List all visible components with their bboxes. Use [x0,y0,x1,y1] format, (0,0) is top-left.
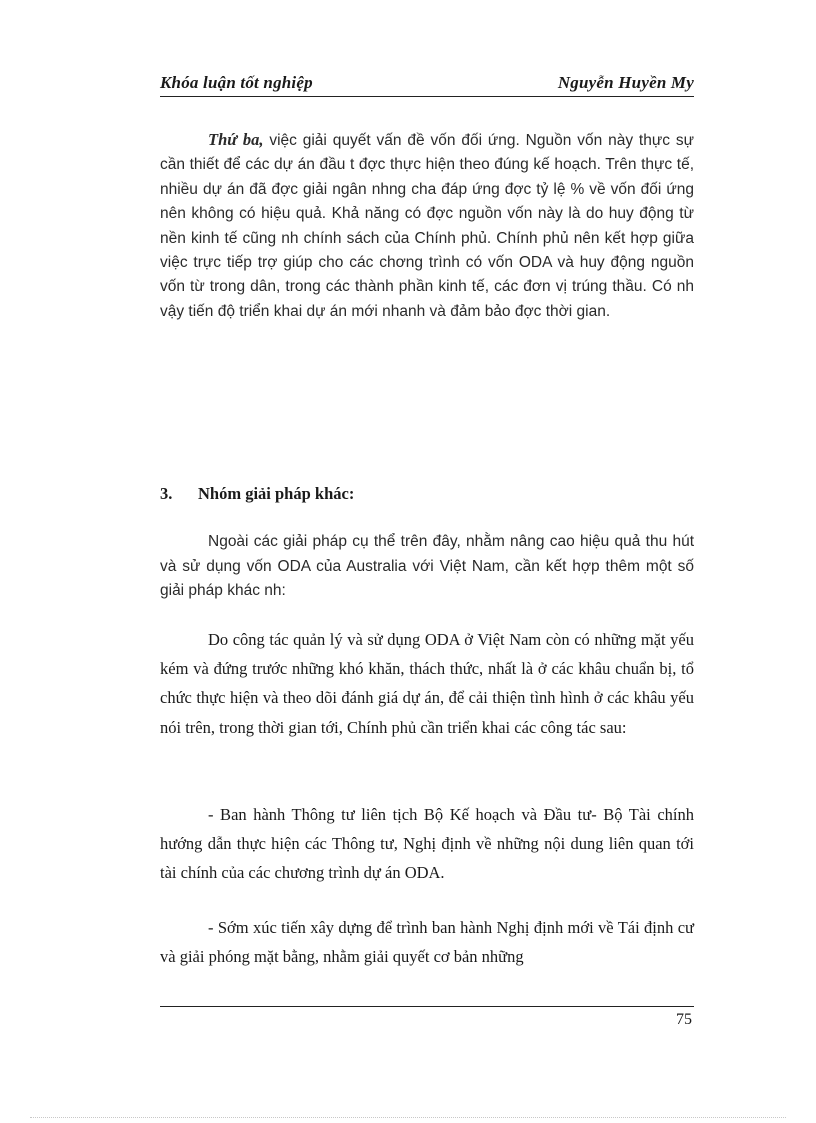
paragraph-other-solutions-intro: Ngoài các giải pháp cụ thể trên đây, nhằm nâng cao hiệu quả thu hút và sử dụng vốn ODA của Australia với Việt Nam, cần kết hợp thêm một số giải pháp khác nh: [160,533,694,600]
section-number: 3. [160,484,173,503]
paragraph-counterpart-funding [160,128,694,324]
section-title: Nhóm giải pháp khác: [198,484,355,503]
header-thesis-title: Khóa luận tốt nghiệp [160,73,313,92]
header-author-name: Nguyễn Huyền My [557,73,694,92]
section-heading [160,484,354,504]
page-header [160,72,694,97]
paragraph-lead-phrase: Thứ ba, [208,130,264,149]
page-bottom-edge [30,1117,786,1118]
paragraph-circular-issuance: - Ban hành Thông tư liên tịch Bộ Kế hoạch và Đầu tư- Bộ Tài chính hướng dẫn thực hiện các Thông tư, Nghị định về những nội dung liên quan tới tài chính của các chương trình dự án ODA. [160,805,694,882]
page-number: 75 [676,1011,692,1028]
paragraph-management-context: Do công tác quản lý và sử dụng ODA ở Việt Nam còn có những mặt yếu kém và đứng trước những khó khăn, thách thức, nhất là ở các khâu chuẩn bị, tổ chức thực hiện và theo dõi đánh giá dự án, để cải thiện tình hình ở các khâu yếu nói trên, trong thời gian tới, Chính phủ cần triển khai các công tác sau: [160,630,694,737]
paragraph-resettlement-decree: - Sớm xúc tiến xây dựng để trình ban hành Nghị định mới về Tái định cư và giải phóng mặt bằng, nhằm giải quyết cơ bản những [160,918,694,966]
footer-divider [160,1006,694,1007]
paragraph-body-text: việc giải quyết vấn đề vốn đối ứng. Nguồn vốn này thực sự cần thiết để các dự án đầu t đợc thực hiện theo đúng kế hoạch. Trên thực tế, nhiều dự án đã đợc giải ngân nhng cha đáp ứng đợc tỷ lệ % về vốn đối ứng nên không có hiệu quả. Khả năng có đợc nguồn vốn này là do huy động từ nền kinh tế cũng nh chính sách của Chính phủ. Chính phủ nên kết hợp giữa việc trực tiếp trợ giúp cho các chơng trình có vốn ODA và huy động nguồn vốn từ trong dân, trong các thành phần kinh tế, các đơn vị trúng thầu. Có nh vậy tiến độ triển khai dự án mới nhanh và đảm bảo đợc thời gian. [160,132,694,320]
